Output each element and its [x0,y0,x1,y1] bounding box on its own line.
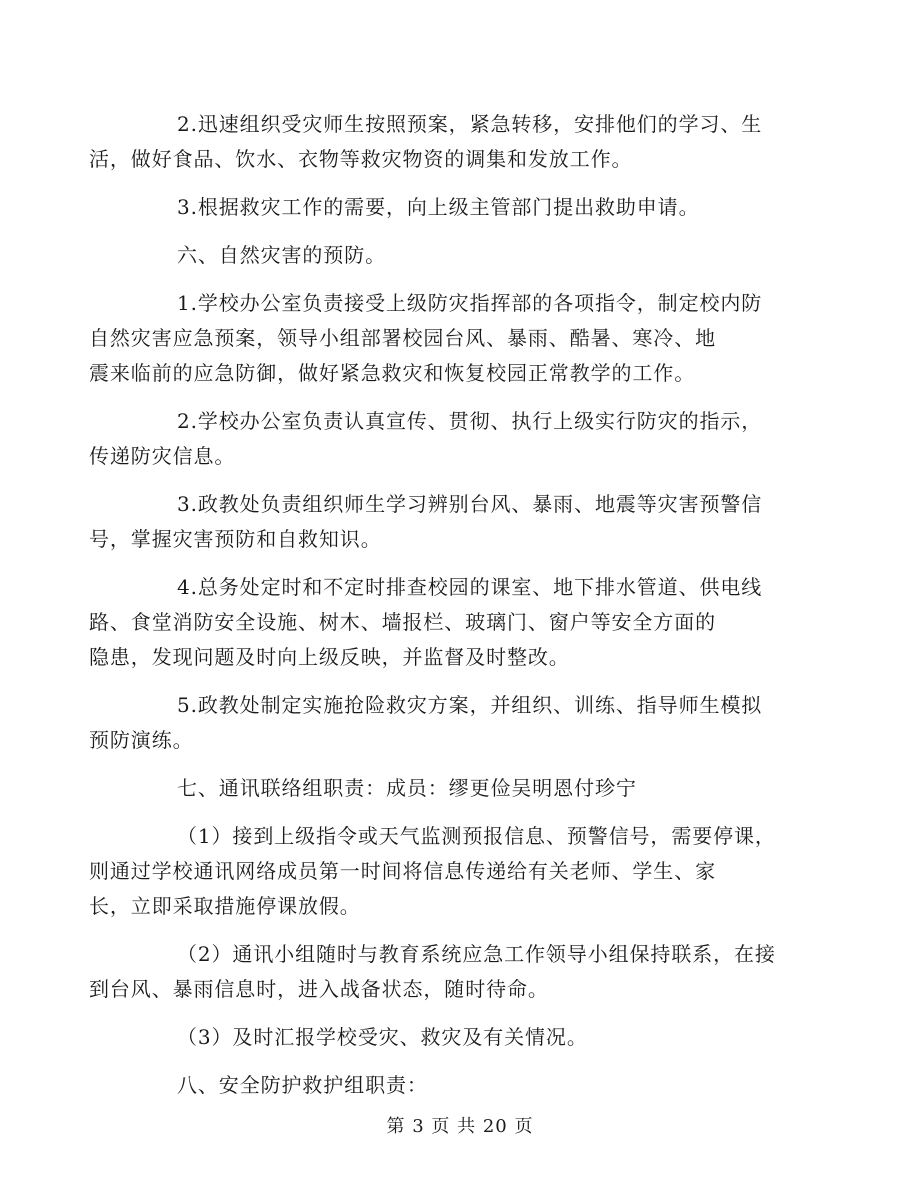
text-line: （2）通讯小组随时与教育系统应急工作领导小组保持联系，在接 [177,942,776,966]
document-body [89,107,785,1116]
section-heading [133,1068,785,1103]
section-heading [133,238,785,273]
text-line: 3.政教处负责组织师生学习辨别台风、暴雨、地震等灾害预警信 [177,492,763,516]
text-line: 预防演练。 [89,728,194,752]
text-line: （3）及时汇报学校受灾、救灾及有关情况。 [177,1025,588,1049]
paragraph [89,937,785,1007]
section-heading [133,771,785,806]
paragraph [89,688,785,758]
text-line: 则通过学校通讯网络成员第一时间将信息传递给有关老师、学生、家 [89,859,716,883]
text-line: 2.迅速组织受灾师生按照预案，紧急转移，安排他们的学习、生 [177,112,763,136]
page-number-footer: 第 3 页 共 20 页 [386,1116,534,1137]
text-line: 传递防灾信息。 [89,444,236,468]
text-line: 路、食堂消防安全设施、树木、墙报栏、玻璃门、窗户等安全方面的 [89,610,716,634]
text-line: （1）接到上级指令或天气监测预报信息、预警信号，需要停课， [177,824,776,848]
paragraph [89,107,785,177]
paragraph [89,570,785,675]
text-line: 号，掌握灾害预防和自救知识。 [89,527,382,551]
text-line: 隐患，发现问题及时向上级反映，并监督及时整改。 [89,645,570,669]
text-line: 到台风、暴雨信息时，进入战备状态，随时待命。 [89,977,549,1001]
paragraph [133,1020,785,1055]
text-line: 长，立即采取措施停课放假。 [89,894,361,918]
text-line: 2.学校办公室负责认真宣传、贯彻、执行上级实行防灾的指示， [177,409,763,433]
paragraph [89,487,785,557]
text-line: 3.根据救灾工作的需要，向上级主管部门提出救助申请。 [177,195,700,219]
text-line: 八、安全防护救护组职责： [177,1073,428,1097]
text-line: 活，做好食品、饮水、衣物等救灾物资的调集和发放工作。 [89,147,633,171]
paragraph [89,286,785,391]
paragraph [89,404,785,474]
text-line: 震来临前的应急防御，做好紧急救灾和恢复校园正常教学的工作。 [89,361,696,385]
text-line: 4.总务处定时和不定时排查校园的课室、地下排水管道、供电线 [177,575,763,599]
paragraph [133,190,785,225]
text-line: 自然灾害应急预案，领导小组部署校园台风、暴雨、酷暑、寒冷、地 [89,326,716,350]
text-line: 七、通讯联络组职责：成员：缪更俭吴明恩付珍宁 [177,776,637,800]
text-line: 1.学校办公室负责接受上级防灾指挥部的各项指令，制定校内防 [177,291,763,315]
paragraph [89,819,785,924]
text-line: 5.政教处制定实施抢险救灾方案，并组织、训练、指导师生模拟 [177,693,763,717]
text-line: 六、自然灾害的预防。 [177,243,386,267]
